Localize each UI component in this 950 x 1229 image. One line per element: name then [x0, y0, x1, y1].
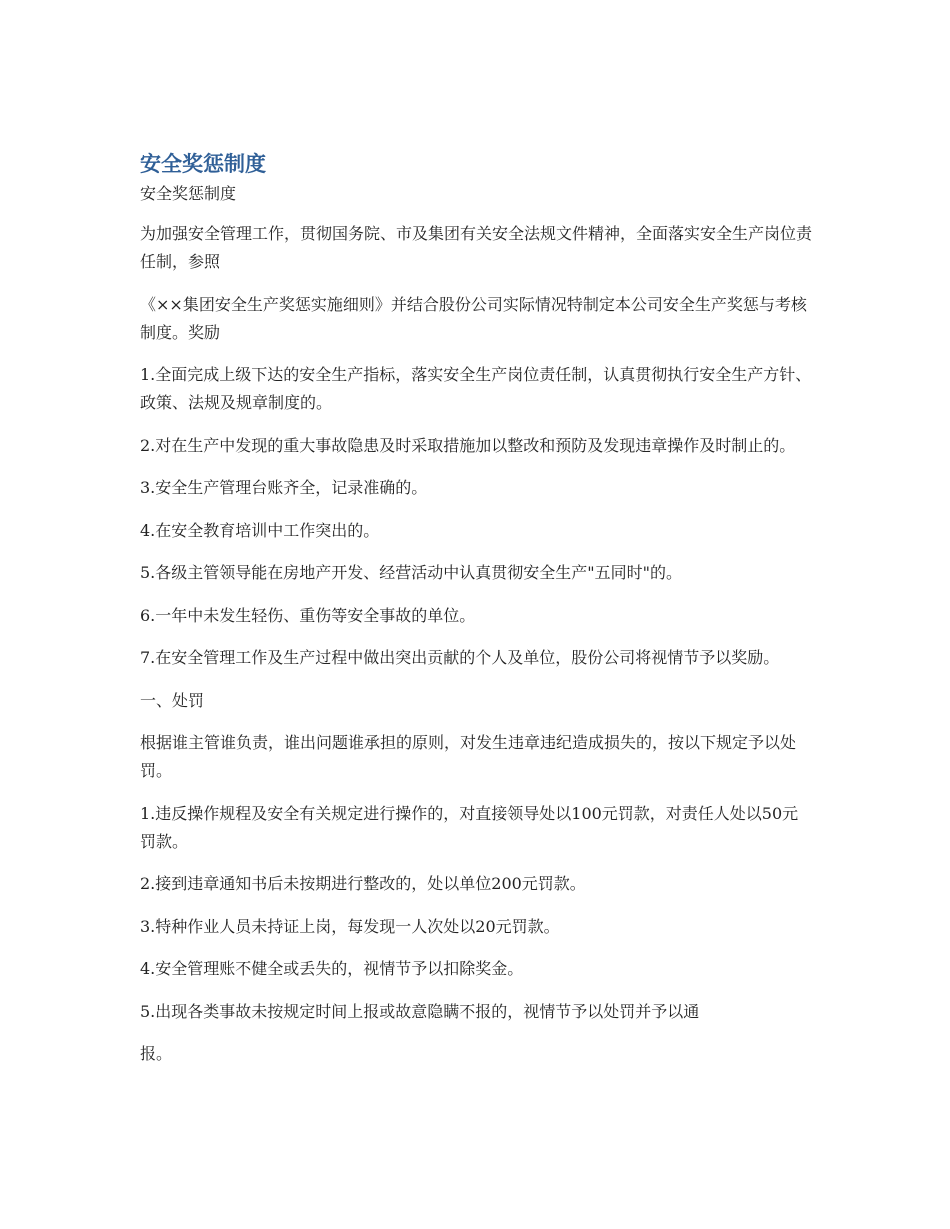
reward-item-1: 1.全面完成上级下达的安全生产指标，落实安全生产岗位责任制，认真贯彻执行安全生产方针、政策、法规及规章制度的。 — [140, 365, 812, 412]
reward-item-4: 4.在安全教育培训中工作突出的。 — [140, 520, 380, 540]
intro-paragraph: 为加强安全管理工作，贯彻国务院、市及集团有关安全法规文件精神，全面落实安全生产岗位责任制，参照 — [140, 224, 813, 271]
reward-item-3: 3.安全生产管理台账齐全，记录准确的。 — [140, 478, 428, 497]
reward-item-7: 7.在安全管理工作及生产过程中做出突出贡献的个人及单位，股份公司将视情节予以奖励。 — [140, 648, 780, 667]
document-title: 安全奖惩制度 — [140, 152, 266, 176]
penalty-principle: 根据谁主管谁负责，谁出问题谁承担的原则，对发生违章违纪造成损失的，按以下规定予以处罚。 — [140, 733, 797, 780]
reward-item-2: 2.对在生产中发现的重大事故隐患及时采取措施加以整改和预防及发现违章操作及时制止的。 — [140, 435, 796, 455]
penalty-item-2: 2.接到违章通知书后未按期进行整改的，处以单位200元罚款。 — [140, 874, 586, 893]
document-page — [140, 148, 812, 1083]
penalty-item-5: 5.出现各类事故未按规定时间上报或故意隐瞒不报的，视情节予以处罚并予以通 — [140, 1001, 700, 1021]
document-subtitle: 安全奖惩制度 — [140, 184, 237, 203]
penalty-item-5-continued: 报。 — [140, 1044, 173, 1063]
reward-item-5: 5.各级主管领导能在房地产开发、经营活动中认真贯彻安全生产"五同时"的。 — [140, 563, 682, 582]
penalty-item-3: 3.特种作业人员未持证上岗，每发现一人次处以20元罚款。 — [140, 916, 560, 936]
reward-item-6: 6.一年中未发生轻伤、重伤等安全事故的单位。 — [140, 605, 476, 625]
section-heading-penalty: 一、处罚 — [140, 690, 205, 710]
penalty-item-1: 1.违反操作规程及安全有关规定进行操作的，对直接领导处以100元罚款，对责任人处以50元罚款。 — [140, 803, 799, 851]
penalty-item-4: 4.安全管理账不健全或丢失的，视情节予以扣除奖金。 — [140, 959, 524, 978]
intro-paragraph-continued: 《××集团安全生产奖惩实施细则》并结合股份公司实际情况特制定本公司安全生产奖惩与考核制度。奖励 — [140, 294, 807, 342]
